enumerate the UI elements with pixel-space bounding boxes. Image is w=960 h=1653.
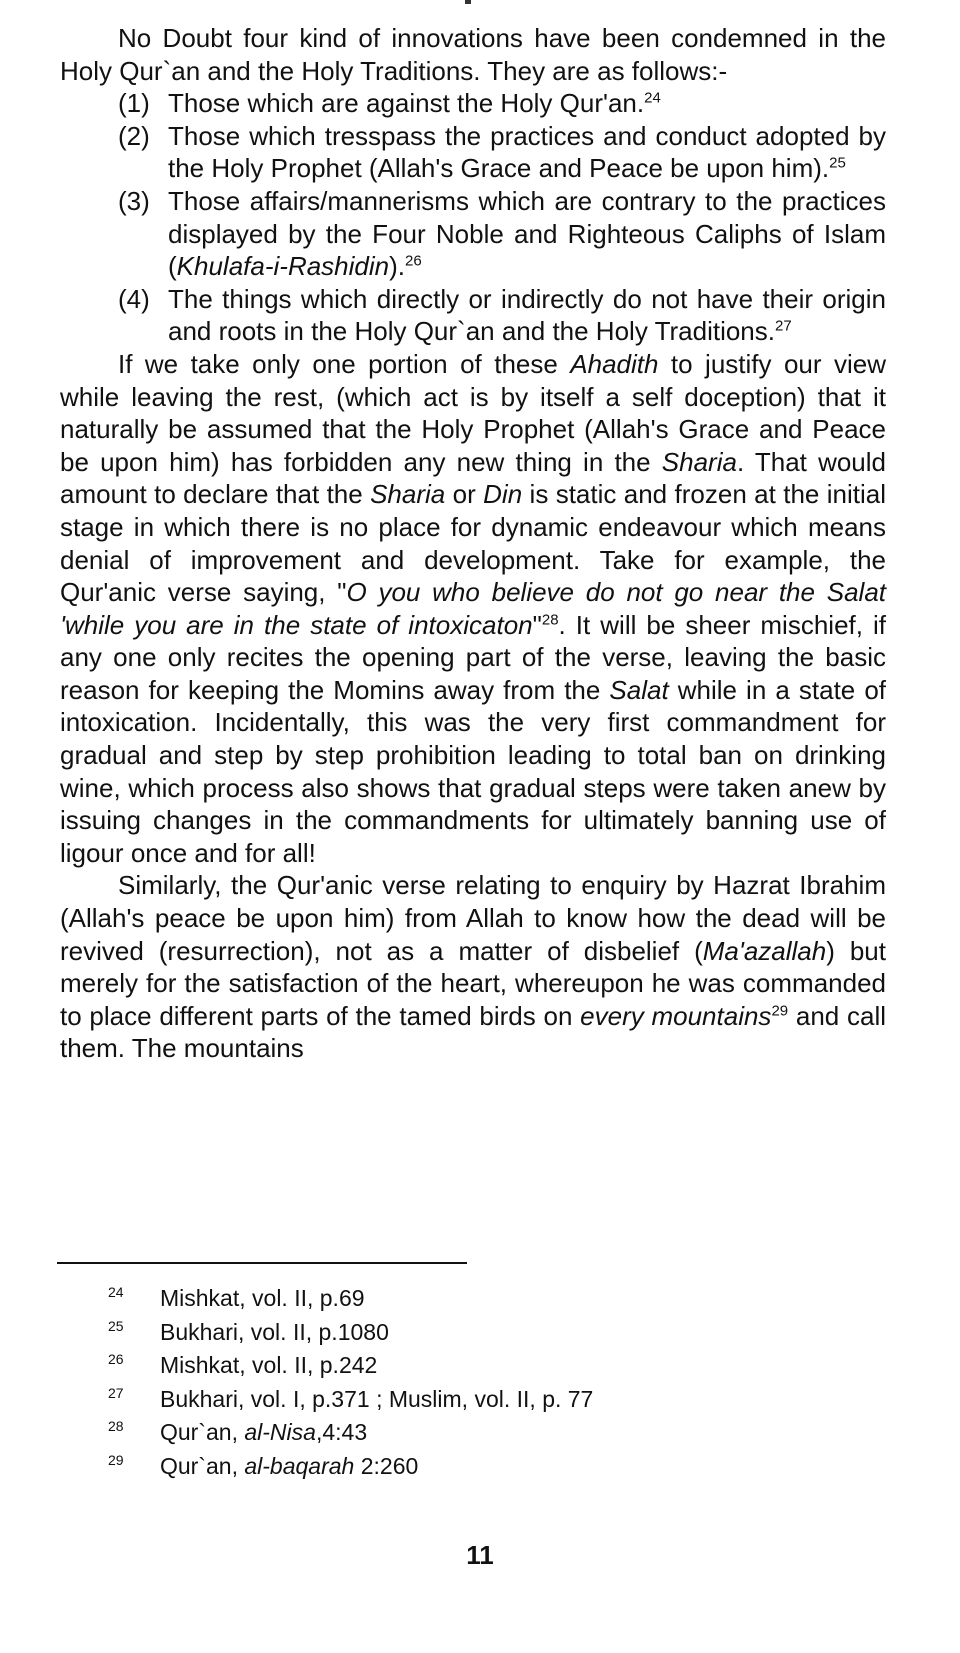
text-run: while in a state of intoxication. Incidentally, this was the very first commandment for gradual and step by step prohibition leading to total ban on drinking wine, which process also shows that gradual steps were taken anew by issuing changes in the commandments for ultimately banning use of ligour once and for all! bbox=[60, 674, 886, 868]
italic-term: Ma'azallah bbox=[702, 935, 827, 966]
footnote-ref[interactable]: 27 bbox=[775, 317, 792, 335]
text-run: or bbox=[445, 479, 484, 510]
list-item-number: (2) bbox=[118, 120, 150, 151]
text-run: Similarly, the Qur'anic verse relating to enquiry by Hazrat Ibrahim (Allah's peace be upon him) from Allah to know how the dead will be revived (resurrection), not as a matter of disbelief ( bbox=[60, 870, 886, 966]
italic-term: every mountains bbox=[580, 1000, 772, 1031]
list-item-text: Those which are against the Holy Qur'an. bbox=[168, 88, 645, 119]
text-run: ) but merely for the satisfaction of the heart, whereupon he was commanded to place different parts of the tamed birds on bbox=[60, 935, 886, 1031]
list-item-text: ). bbox=[389, 251, 406, 282]
footnote-text: Qur`an, bbox=[160, 1452, 245, 1479]
list-item bbox=[60, 87, 886, 120]
list-item-number: (3) bbox=[118, 185, 150, 216]
italic-term: Salat bbox=[609, 674, 669, 705]
footnote bbox=[100, 1416, 800, 1450]
body-paragraph-ahadith bbox=[60, 348, 886, 870]
footnote-number: 28 bbox=[108, 1418, 124, 1434]
page-number: 11 bbox=[466, 1540, 494, 1570]
innovation-list bbox=[60, 87, 886, 348]
italic-quote: O you who believe do not go near the Salat 'while you are in the state of intoxicaton bbox=[60, 577, 886, 640]
list-item bbox=[60, 120, 886, 185]
list-item-text: Those affairs/mannerisms which are contrary to the practices displayed by the Four Noble and Righteous Caliphs of Islam ( bbox=[168, 185, 886, 282]
list-item bbox=[60, 283, 886, 348]
footnote-ref[interactable]: 29 bbox=[771, 1002, 789, 1020]
body-paragraph-ibrahim bbox=[60, 869, 886, 1065]
footnote-italic: al-baqarah bbox=[244, 1452, 355, 1479]
text-run: . That would amount to declare that the bbox=[60, 446, 886, 510]
footnote-text: 2:260 bbox=[354, 1452, 419, 1479]
text-run: . It will be sheer mischief, if any one only recites the opening part of the verse, leaving the basic reason for keeping the Momins away from the bbox=[60, 609, 887, 705]
footnote bbox=[100, 1316, 800, 1350]
list-item-number: (1) bbox=[118, 88, 150, 119]
list-item-italic: Khulafa-i-Rashidin bbox=[176, 251, 390, 282]
text-run: is static and frozen at the initial stage in which there is no place for dynamic endeavour which means denial of improvement and development. Take for example, the Qur'anic verse saying, " bbox=[60, 479, 886, 608]
footnote-number: 24 bbox=[108, 1284, 124, 1300]
text-run: to justify our view while leaving the rest, (which act is by itself a self doception) that it naturally be assumed that the Holy Prophet (Allah's Grace and Peace be upon him) has forbidden any new thing in the bbox=[60, 348, 886, 477]
footnote bbox=[100, 1383, 800, 1417]
scan-mark bbox=[465, 0, 471, 4]
footnote-ref[interactable]: 26 bbox=[405, 252, 422, 270]
italic-term: Ahadith bbox=[570, 348, 659, 379]
italic-term: Sharia bbox=[661, 446, 737, 477]
footnote-text: Bukhari, vol. I, p.371 ; Muslim, vol. II, p. 77 bbox=[160, 1385, 594, 1412]
text-run: If we take only one portion of these bbox=[118, 348, 571, 379]
list-item-number: (4) bbox=[118, 283, 150, 314]
page-body bbox=[60, 22, 886, 1065]
text-run: and call them. The mountains bbox=[60, 1000, 886, 1064]
intro-paragraph: No Doubt four kind of innovations have been condemned in the Holy Qur`an and the Holy Traditions. They are as follows:- bbox=[60, 23, 886, 86]
footnote-ref[interactable]: 25 bbox=[829, 154, 846, 172]
footnote bbox=[100, 1450, 800, 1484]
list-item-text: Those which tresspass the practices and conduct adopted by the Holy Prophet (Allah's Grace and Peace be upon him). bbox=[168, 120, 886, 184]
footnotes bbox=[100, 1282, 800, 1483]
footnote-number: 26 bbox=[108, 1351, 124, 1367]
footnote-text: Mishkat, vol. II, p.242 bbox=[160, 1352, 378, 1378]
footnote-text: Qur`an, bbox=[160, 1419, 245, 1445]
italic-term: Din bbox=[483, 479, 523, 510]
list-item bbox=[60, 185, 886, 283]
footnote-divider bbox=[57, 1262, 467, 1264]
footnote bbox=[100, 1349, 800, 1383]
footnote-number: 25 bbox=[108, 1317, 124, 1334]
footnote-ref[interactable]: 28 bbox=[541, 611, 559, 629]
text-run: " bbox=[532, 609, 542, 640]
footnote-ref[interactable]: 24 bbox=[644, 89, 661, 107]
footnote-number: 29 bbox=[108, 1451, 124, 1468]
list-item-text: The things which directly or indirectly do not have their origin and roots in the Holy Qur`an and the Holy Traditions. bbox=[168, 283, 886, 347]
footnote-text: ,4:43 bbox=[315, 1419, 368, 1445]
footnote-text: Mishkat, vol. II, p.69 bbox=[160, 1285, 365, 1311]
italic-term: Sharia bbox=[370, 479, 446, 510]
footnote-number: 27 bbox=[108, 1384, 124, 1401]
footnote bbox=[100, 1282, 800, 1316]
footnote-italic: al-Nisa bbox=[244, 1419, 316, 1445]
footnote-text: Bukhari, vol. II, p.1080 bbox=[160, 1318, 389, 1345]
